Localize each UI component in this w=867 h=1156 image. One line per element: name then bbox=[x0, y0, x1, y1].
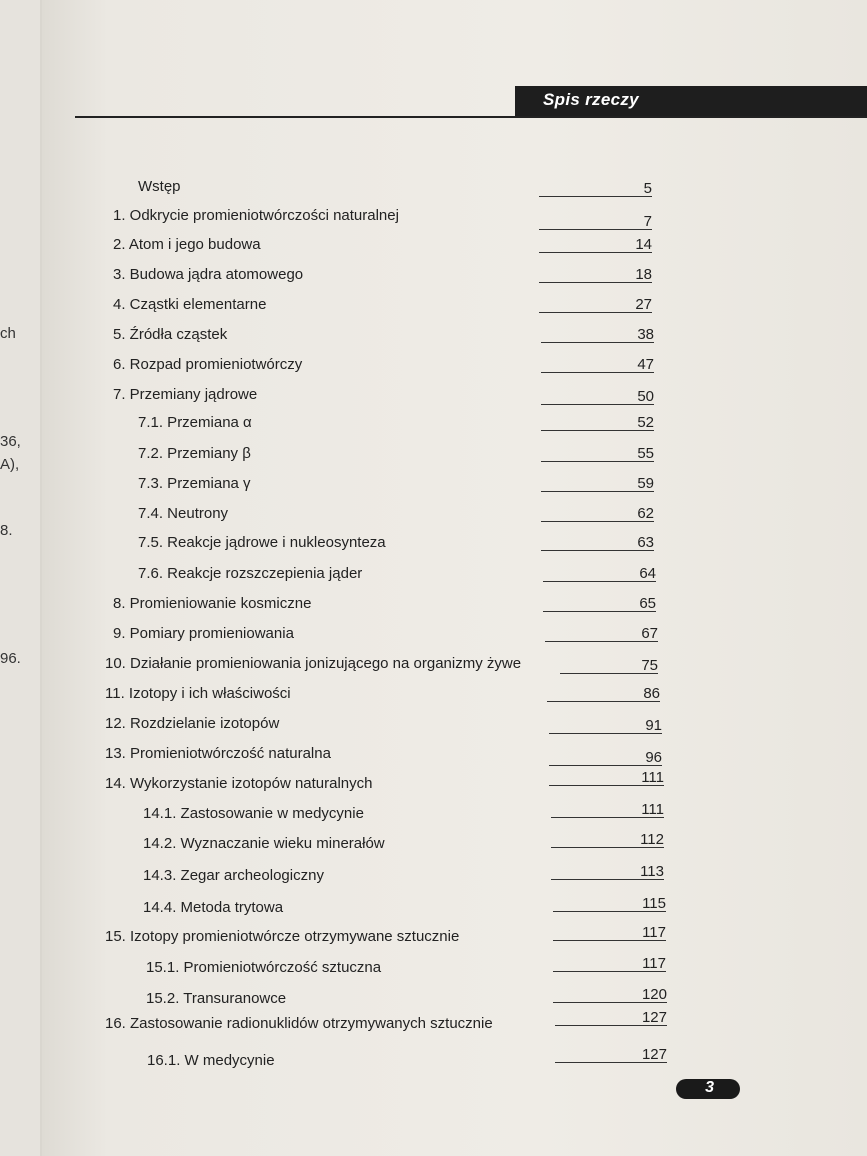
toc-entry-title: 7.3. Przemiana γ bbox=[138, 475, 251, 492]
toc-entry bbox=[0, 865, 867, 889]
toc-entry-title: 15.2. Transuranowce bbox=[146, 990, 287, 1007]
toc-entry-title: 7.5. Reakcje jądrowe i nukleosynteza bbox=[138, 534, 386, 551]
toc-entry-title: 7.1. Przemiana α bbox=[138, 414, 252, 431]
toc-entry-title: 14.4. Metoda trytowa bbox=[143, 899, 284, 916]
toc-entry bbox=[0, 743, 867, 767]
adjacent-page-text: ch bbox=[0, 325, 16, 342]
toc-entry-title: 8. Promieniowanie kosmiczne bbox=[113, 595, 312, 612]
toc-entry-title: 7.4. Neutrony bbox=[138, 505, 229, 522]
adjacent-page-text: 96. bbox=[0, 650, 21, 667]
toc-entry-title: 9. Pomiary promieniowania bbox=[113, 625, 294, 642]
toc-entry bbox=[0, 769, 867, 797]
toc-entry bbox=[0, 957, 867, 981]
toc-entry bbox=[0, 593, 867, 617]
toc-entry-page: 127 bbox=[641, 1009, 667, 1026]
toc-entry bbox=[0, 683, 867, 707]
toc-entry bbox=[0, 623, 867, 647]
toc-entry-title: 1. Odkrycie promieniotwórczości naturalnej bbox=[113, 207, 399, 224]
toc-entry bbox=[0, 897, 867, 921]
toc-entry-page: 5 bbox=[643, 180, 652, 197]
toc-entry-title: 12. Rozdzielanie izotopów bbox=[105, 715, 280, 732]
toc-entry-title: 15. Izotopy promieniotwórcze otrzymywane sztucznie bbox=[105, 928, 460, 945]
toc-entry bbox=[0, 354, 867, 378]
page-title: Spis rzeczy bbox=[543, 90, 639, 109]
toc-entry-page: 67 bbox=[641, 625, 658, 642]
toc-entry bbox=[0, 234, 867, 258]
toc-entry bbox=[0, 563, 867, 587]
toc-entry-page: 38 bbox=[637, 326, 654, 343]
toc-entry-page: 91 bbox=[645, 717, 662, 734]
toc-entry-page: 111 bbox=[641, 801, 664, 818]
toc-entry-title: 16. Zastosowanie radionuklidów otrzymywanych sztucznie bbox=[105, 1015, 493, 1032]
toc-entry bbox=[0, 205, 867, 229]
toc-entry bbox=[0, 926, 867, 950]
toc-entry-title: 16.1. W medycynie bbox=[147, 1052, 275, 1069]
toc-entry-page: 127 bbox=[641, 1046, 667, 1063]
toc-entry-title: Wstęp bbox=[138, 178, 181, 195]
toc-entry-page: 27 bbox=[635, 296, 652, 313]
toc-entry bbox=[0, 532, 867, 556]
toc-entry-title: 14.3. Zegar archeologiczny bbox=[143, 867, 324, 884]
toc-entry-page: 52 bbox=[637, 414, 654, 431]
toc-entry bbox=[0, 833, 867, 857]
toc-entry bbox=[0, 653, 867, 677]
toc-entry-title: 10. Działanie promieniowania jonizującego na organizmy żywe bbox=[105, 655, 522, 672]
toc-entry bbox=[0, 503, 867, 527]
toc-entry-page: 47 bbox=[637, 356, 654, 373]
toc-entry-page: 75 bbox=[641, 657, 658, 674]
toc-entry-page: 64 bbox=[639, 565, 656, 582]
toc-entry bbox=[0, 176, 867, 200]
toc-entry bbox=[0, 988, 867, 1012]
adjacent-page-text: 36, bbox=[0, 433, 21, 450]
header-rule bbox=[75, 116, 867, 118]
toc-entry-page: 65 bbox=[639, 595, 656, 612]
toc-entry bbox=[0, 384, 867, 408]
toc-entry-page: 86 bbox=[643, 685, 660, 702]
adjacent-page-text: 8. bbox=[0, 522, 13, 539]
toc-entry-title: 14. Wykorzystanie izotopów naturalnych bbox=[105, 775, 373, 792]
toc-entry bbox=[0, 803, 867, 827]
toc-entry bbox=[0, 1009, 867, 1037]
toc-entry-title: 11. Izotopy i ich właściwości bbox=[105, 685, 291, 702]
toc-entry-title: 7. Przemiany jądrowe bbox=[113, 386, 258, 403]
toc-entry-page: 96 bbox=[645, 749, 662, 766]
toc-entry bbox=[0, 443, 867, 467]
toc-entry-page: 115 bbox=[642, 895, 666, 912]
toc-entry-title: 6. Rozpad promieniotwórczy bbox=[113, 356, 303, 373]
toc-entry-title: 13. Promieniotwórczość naturalna bbox=[105, 745, 331, 762]
toc-entry-page: 55 bbox=[637, 445, 654, 462]
toc-entry-title: 5. Źródła cząstek bbox=[113, 326, 228, 343]
toc-entry bbox=[0, 1046, 867, 1074]
toc-entry-page: 59 bbox=[637, 475, 654, 492]
toc-entry-title: 15.1. Promieniotwórczość sztuczna bbox=[146, 959, 382, 976]
toc-entry bbox=[0, 264, 867, 288]
toc-entry bbox=[0, 324, 867, 348]
toc-entry bbox=[0, 473, 867, 497]
toc-entry-page: 112 bbox=[640, 831, 664, 848]
toc-entry bbox=[0, 713, 867, 737]
toc-entry-page: 14 bbox=[635, 236, 652, 253]
page-number: 3 bbox=[705, 1079, 714, 1096]
toc-entry-page: 120 bbox=[641, 986, 667, 1003]
toc-entry-page: 113 bbox=[640, 863, 664, 880]
toc-entry-title: 14.2. Wyznaczanie wieku minerałów bbox=[143, 835, 385, 852]
header-tab bbox=[515, 86, 867, 116]
toc-entry-title: 14.1. Zastosowanie w medycynie bbox=[143, 805, 364, 822]
toc-entry bbox=[0, 412, 867, 436]
page-number-badge bbox=[676, 1079, 740, 1099]
toc-entry bbox=[0, 294, 867, 318]
toc-entry-title: 7.6. Reakcje rozszczepienia jąder bbox=[138, 565, 363, 582]
toc-entry-title: 4. Cząstki elementarne bbox=[113, 296, 267, 313]
toc-entry-page: 18 bbox=[635, 266, 652, 283]
toc-entry-page: 111 bbox=[641, 769, 664, 786]
toc-entry-title: 2. Atom i jego budowa bbox=[113, 236, 261, 253]
toc-entry-page: 117 bbox=[642, 924, 666, 941]
adjacent-page-text: A), bbox=[0, 456, 20, 473]
toc-entry-page: 62 bbox=[637, 505, 654, 522]
toc-entry-title: 7.2. Przemiany β bbox=[138, 445, 251, 462]
toc-entry-page: 63 bbox=[637, 534, 654, 551]
toc-entry-page: 50 bbox=[637, 388, 654, 405]
toc-entry-page: 117 bbox=[642, 955, 666, 972]
toc-entry-title: 3. Budowa jądra atomowego bbox=[113, 266, 304, 283]
toc-entry-page: 7 bbox=[643, 213, 652, 230]
